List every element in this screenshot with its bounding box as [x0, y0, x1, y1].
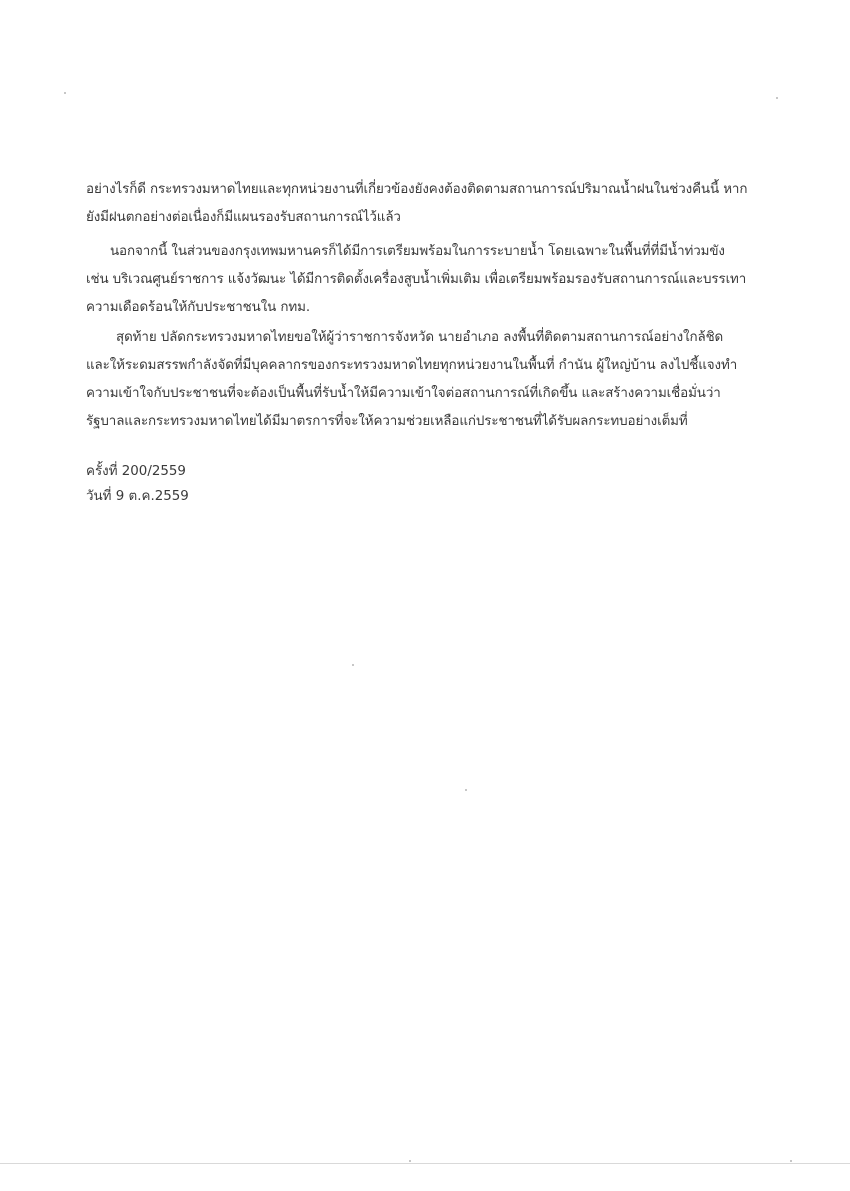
- paragraph-2-line-3: ความเดือดร้อนให้กับประชาชนใน กทม.: [86, 300, 310, 315]
- paragraph-2: [86, 238, 776, 322]
- document-meta: [86, 459, 189, 509]
- paragraph-1: [86, 176, 776, 232]
- paragraph-3: [86, 324, 776, 436]
- scan-speck: [409, 1160, 411, 1162]
- scan-speck: [776, 97, 778, 99]
- scan-speck: [465, 789, 467, 791]
- paragraph-3-line-4: รัฐบาลและกระทรวงมหาดไทยได้มีมาตรการที่จะให้ความช่วยเหลือแก่ประชาชนที่ได้รับผลกระทบอย่างเต็มที่: [86, 414, 688, 429]
- paragraph-2-line-1: นอกจากนี้ ในส่วนของกรุงเทพมหานครก็ได้มีการเตรียมพร้อมในการระบายน้ำ โดยเฉพาะในพื้นที่ที่มีน้ำท่วมขัง: [110, 244, 725, 259]
- scan-speck: [352, 664, 354, 666]
- document-body: [86, 176, 776, 436]
- paragraph-3-line-2: และให้ระดมสรรพกำลังจัดที่มีบุคคลากรของกระทรวงมหาดไทยทุกหน่วยงานในพื้นที่ กำนัน ผู้ใหญ่บ้าน ลงไปชี้แจงทำ: [86, 358, 738, 373]
- paragraph-1-line-2: ยังมีฝนตกอย่างต่อเนื่องก็มีแผนรองรับสถานการณ์ไว้แล้ว: [86, 210, 401, 225]
- paragraph-3-line-3: ความเข้าใจกับประชาชนที่จะต้องเป็นพื้นที่รับน้ำให้มีความเข้าใจต่อสถานการณ์ที่เกิดขึ้น และสร้างความเชื่อมั่นว่า: [86, 386, 721, 401]
- issue-number: ครั้งที่ 200/2559: [86, 464, 186, 479]
- paragraph-2-line-2: เช่น บริเวณศูนย์ราชการ แจ้งวัฒนะ ได้มีการติดตั้งเครื่องสูบน้ำเพิ่มเติม เพื่อเตรียมพร้อมรองรับสถานการณ์และบรรเทา: [86, 272, 747, 287]
- scan-speck: [790, 1160, 792, 1162]
- paragraph-1-line-1: อย่างไรก็ดี กระทรวงมหาดไทยและทุกหน่วยงานที่เกี่ยวข้องยังคงต้องติดตามสถานการณ์ปริมาณน้ำฝนในช่วงคืนนี้ หาก: [86, 182, 748, 197]
- scan-speck: [64, 92, 66, 94]
- paragraph-3-line-1: สุดท้าย ปลัดกระทรวงมหาดไทยขอให้ผู้ว่าราชการจังหวัด นายอำเภอ ลงพื้นที่ติดตามสถานการณ์อย่างใกล้ชิด: [116, 330, 724, 345]
- issue-date: วันที่ 9 ต.ค.2559: [86, 489, 189, 504]
- scan-edge-line: [0, 1163, 850, 1164]
